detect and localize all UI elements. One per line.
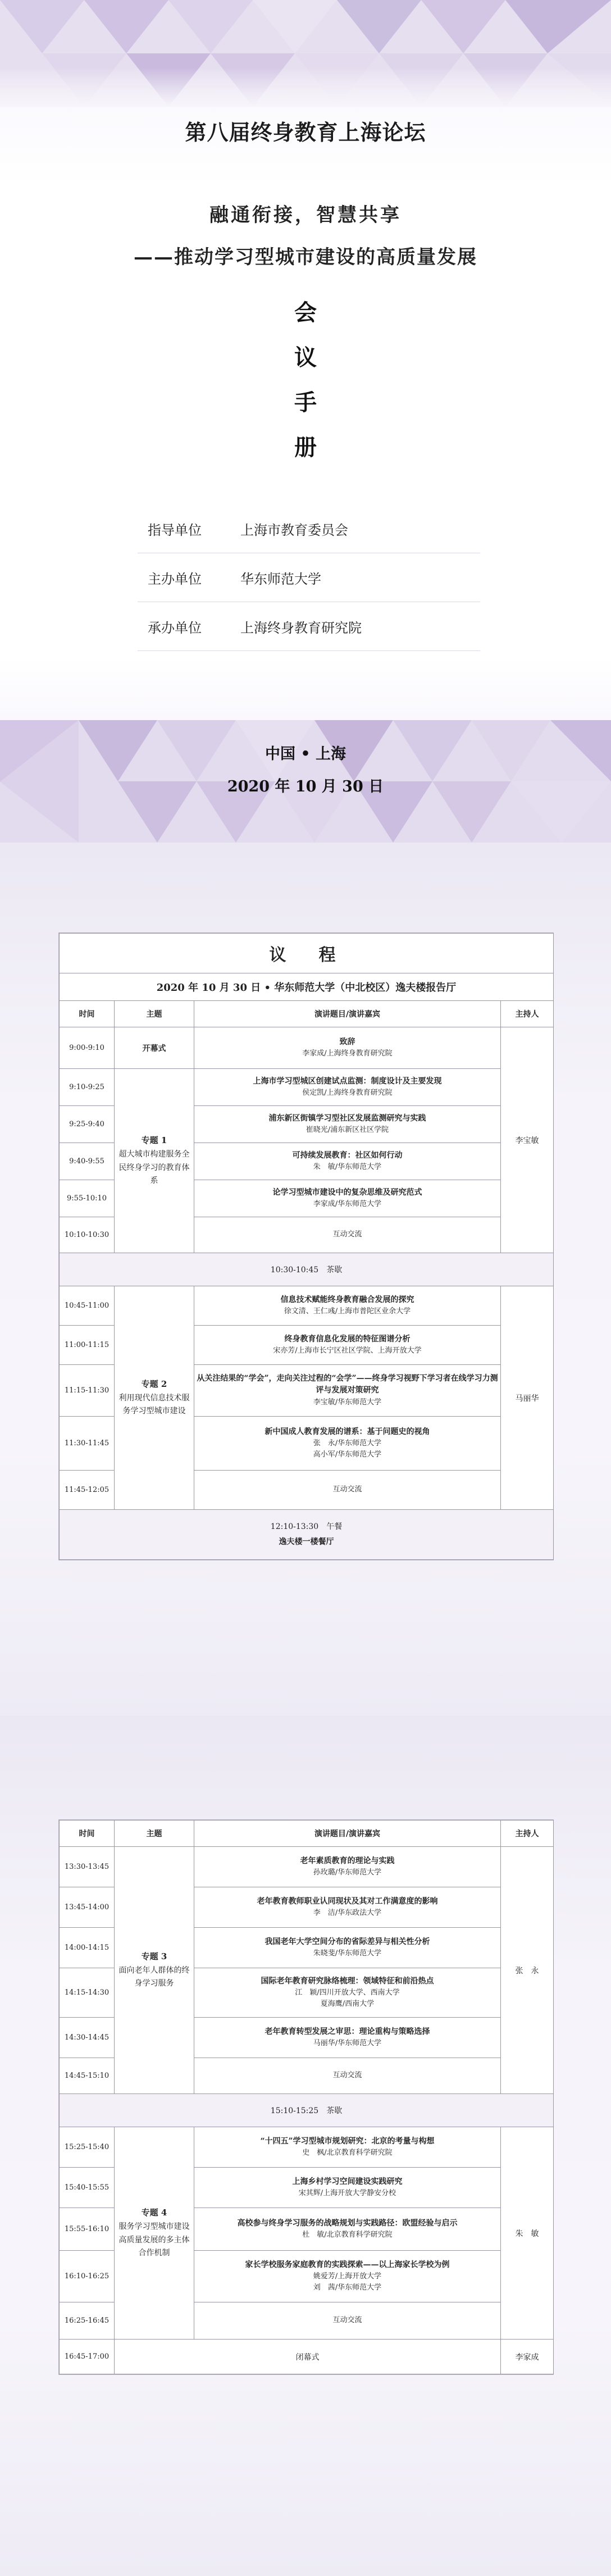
time-cell: 14:15-14:30 <box>60 1968 115 2018</box>
topic-cell: 开幕式 <box>115 1027 194 1069</box>
handbook-char-3: 手 <box>294 389 317 416</box>
time-cell: 16:45-17:00 <box>60 2340 115 2374</box>
talk-title: 浦东新区街镇学习型社区发展监测研究与实践 <box>268 1113 426 1123</box>
handbook-char-1: 会 <box>294 299 317 326</box>
event-place: 中国 • 上海 <box>265 745 346 763</box>
talk-title: 上海市学习型城区创建试点监测：制度设计及主要发现 <box>253 1076 442 1086</box>
talk-cell <box>194 1069 501 1106</box>
time-cell: 9:40-9:55 <box>60 1143 115 1180</box>
talk-cell <box>194 2208 501 2251</box>
time-cell: 9:55-10:10 <box>60 1180 115 1217</box>
talk-title: 终身教育信息化发展的特征图谱分析 <box>284 1334 411 1344</box>
host-cell: 朱 敏 <box>501 2127 554 2340</box>
table-header-row <box>60 1821 554 1847</box>
cover-page <box>0 0 611 843</box>
talk-title: 家长学校服务家庭教育的实践探索——以上海家长学校为例 <box>245 2260 450 2269</box>
talk-cell <box>194 1217 501 1253</box>
topic-desc: 利用现代信息技术服务学习型城市建设 <box>118 1393 190 1416</box>
time-cell: 10:10-10:30 <box>60 1217 115 1253</box>
talk-speaker: 马丽华/华东师范大学 <box>313 2039 382 2048</box>
talk-title: 互动交流 <box>332 2071 362 2080</box>
talk-cell <box>194 1106 501 1143</box>
header-host: 主持人 <box>501 1821 554 1847</box>
talk-speaker: 孙玫璐/华东师范大学 <box>313 1868 382 1877</box>
time-cell: 13:30-13:45 <box>60 1847 115 1887</box>
talk-title: 互动交流 <box>332 1230 362 1239</box>
talk-speaker: 侯定凯/上海终身教育研究院 <box>302 1089 393 1098</box>
time-cell: 15:55-16:10 <box>60 2208 115 2251</box>
time-cell: 9:10-9:25 <box>60 1069 115 1106</box>
talk-cell <box>194 1180 501 1217</box>
host-cell: 马丽华 <box>501 1286 554 1510</box>
time-cell: 11:00-11:15 <box>60 1326 115 1365</box>
talk-speaker: 宋亦芳/上海市长宁区社区学院、上海开放大学 <box>273 1346 422 1355</box>
agenda-table-morning <box>59 933 554 1560</box>
time-cell: 16:25-16:45 <box>60 2302 115 2340</box>
talk-speaker: 宋其辉/上海开放大学静安分校 <box>298 2189 396 2198</box>
header-talk: 演讲题目/演讲嘉宾 <box>194 1001 501 1027</box>
topic-name: 专题 1 <box>141 1135 167 1145</box>
time-cell: 16:10-16:25 <box>60 2251 115 2302</box>
talk-title: 互动交流 <box>332 2316 362 2325</box>
table-row <box>60 1286 554 1326</box>
talk-speaker: 崔晓光/浦东新区社区学院 <box>306 1126 389 1135</box>
talk-cell <box>194 2018 501 2058</box>
topic-desc: 面向老年人群体的终身学习服务 <box>118 1965 190 1988</box>
header-topic: 主题 <box>115 1821 194 1847</box>
forum-title: 第八届终身教育上海论坛 <box>185 120 426 145</box>
host-cell: 李家成 <box>501 2340 554 2374</box>
tea-break: 15:10-15:25 茶歇 <box>60 2094 554 2127</box>
talk-title: 信息技术赋能终身教育融合发展的探究 <box>280 1295 414 1304</box>
talk-speaker: 李家成/上海终身教育研究院 <box>302 1049 393 1058</box>
talk-speaker: 朱 敏/华东师范大学 <box>313 1163 382 1172</box>
topic-cell <box>115 1286 194 1510</box>
tea-break: 10:30-10:45 茶歇 <box>60 1253 554 1286</box>
talk-cell <box>194 2302 501 2340</box>
forum-subtitle: ——推动学习型城市建设的高质量发展 <box>134 246 477 268</box>
organizer-value: 华东师范大学 <box>240 571 321 587</box>
organizer-list <box>138 504 480 651</box>
header-time: 时间 <box>60 1821 115 1847</box>
topic-cell <box>115 2127 194 2340</box>
table-header-row <box>60 1001 554 1027</box>
talk-title: 高校参与终身学习服务的战略规划与实践路径：欧盟经验与启示 <box>237 2218 458 2228</box>
agenda-sheet-1 <box>58 932 554 1560</box>
talk-cell <box>194 1928 501 1968</box>
agenda-sheet-2 <box>58 1819 554 2375</box>
talk-speaker: 江 颖/四川开放大学、西南大学 <box>295 1988 400 1997</box>
organizer-row-host <box>138 553 480 602</box>
talk-cell <box>194 1968 501 2018</box>
talk-title: 论学习型城市建设中的复杂思维及研究范式 <box>272 1187 422 1197</box>
talk-speaker: 刘 茜/华东师范大学 <box>313 2283 382 2292</box>
talk-cell <box>194 1143 501 1180</box>
closing-cell: 闭幕式 <box>115 2340 501 2374</box>
talk-speaker: 李家成/华东师范大学 <box>313 1200 382 1209</box>
forum-theme: 融通衔接，智慧共享 <box>209 204 402 226</box>
time-cell: 11:45-12:05 <box>60 1471 115 1510</box>
talk-title: 我国老年大学空间分布的省际差异与相关性分析 <box>265 1937 430 1946</box>
talk-title: 国际老年教育研究脉络梳理：领域特征和前沿热点 <box>261 1976 434 1986</box>
topic-cell <box>115 1847 194 2094</box>
talk-cell <box>194 1417 501 1471</box>
table-row <box>60 1069 554 1106</box>
talk-speaker: 李 洁/华东政法大学 <box>313 1909 382 1918</box>
talk-speaker: 史 枫/北京教育科学研究院 <box>302 2149 393 2158</box>
talk-speaker: 李宝敏/华东师范大学 <box>313 1398 382 1407</box>
time-cell: 10:45-11:00 <box>60 1286 115 1326</box>
agenda-title: 议 程 <box>60 934 554 973</box>
table-row <box>60 1027 554 1069</box>
organizer-value: 上海市教育委员会 <box>240 522 348 538</box>
talk-speaker: 朱晓斐/华东师范大学 <box>313 1949 382 1958</box>
talk-title: 老年教育教师职业认同现状及其对工作满意度的影响 <box>257 1896 438 1906</box>
organizer-value: 上海终身教育研究院 <box>240 620 362 636</box>
time-cell: 15:25-15:40 <box>60 2127 115 2168</box>
talk-cell <box>194 1365 501 1417</box>
organizer-row-guide <box>138 504 480 553</box>
header-host: 主持人 <box>501 1001 554 1027</box>
talk-speaker: 夏海鹰/西南大学 <box>320 2000 375 2009</box>
handbook-char-2: 议 <box>294 344 317 371</box>
header-topic: 主题 <box>115 1001 194 1027</box>
header-time: 时间 <box>60 1001 115 1027</box>
agenda-page-1 <box>0 843 611 1715</box>
talk-title: 老年教育转型发展之审思：理论重构与策略选择 <box>265 2027 430 2036</box>
talk-speaker: 徐文清、王仁彧/上海市普陀区业余大学 <box>284 1307 411 1316</box>
lunch-time: 12:10-13:30 午餐 <box>270 1522 343 1532</box>
talk-cell <box>194 2168 501 2208</box>
time-cell: 13:45-14:00 <box>60 1887 115 1928</box>
talk-title: 互动交流 <box>332 1485 362 1494</box>
talk-title: 上海乡村学习空间建设实践研究 <box>292 2177 403 2186</box>
topic-desc: 服务学习型城市建设高质量发展的多主体合作机制 <box>118 2222 190 2258</box>
time-cell: 14:30-14:45 <box>60 2018 115 2058</box>
lunch-place: 逸夫楼一楼餐厅 <box>279 1537 334 1546</box>
talk-cell <box>194 1027 501 1069</box>
talk-speaker: 张 永/华东师范大学 <box>313 1439 382 1448</box>
talk-title: 新中国成人教育发展的谱系：基于问题史的视角 <box>265 1427 430 1436</box>
header-talk: 演讲题目/演讲嘉宾 <box>194 1821 501 1847</box>
lunch-break <box>60 1510 554 1560</box>
talk-title: 老年素质教育的理论与实践 <box>300 1856 395 1865</box>
topic-name: 专题 4 <box>141 2207 167 2218</box>
talk-cell <box>194 1847 501 1887</box>
talk-cell <box>194 1326 501 1365</box>
decorative-triangle-pattern-top <box>0 0 611 107</box>
host-cell: 张 永 <box>501 1847 554 2094</box>
table-row <box>60 2340 554 2374</box>
agenda-venue: 2020 年 10 月 30 日 • 华东师范大学（中北校区）逸夫楼报告厅 <box>60 973 554 1001</box>
event-date: 2020 年 10 月 30 日 <box>227 778 384 795</box>
agenda-page-2 <box>0 1715 611 2576</box>
talk-speaker: 杜 敏/北京教育科学研究院 <box>302 2231 393 2240</box>
organizer-row-undertake <box>138 602 480 651</box>
talk-cell <box>194 2127 501 2168</box>
topic-desc: 超大城市构建服务全民终身学习的教育体系 <box>118 1149 190 1186</box>
topic-name: 专题 2 <box>141 1378 167 1389</box>
topic-name: 专题 3 <box>141 1951 167 1961</box>
talk-cell <box>194 1887 501 1928</box>
talk-title: “十四五”学习型城市规划研究：北京的考量与构想 <box>260 2136 435 2146</box>
time-cell: 9:25-9:40 <box>60 1106 115 1143</box>
time-cell: 15:40-15:55 <box>60 2168 115 2208</box>
time-cell: 11:15-11:30 <box>60 1365 115 1417</box>
time-cell: 9:00-9:10 <box>60 1027 115 1069</box>
topic-cell <box>115 1069 194 1253</box>
talk-title: 致辞 <box>339 1037 355 1046</box>
handbook-char-4: 册 <box>294 434 317 461</box>
talk-cell <box>194 2058 501 2094</box>
talk-cell <box>194 1471 501 1510</box>
talk-cell <box>194 2251 501 2302</box>
time-cell: 14:45-15:10 <box>60 2058 115 2094</box>
agenda-table-afternoon <box>59 1820 554 2374</box>
organizer-label: 承办单位 <box>148 620 202 636</box>
talk-title: 从关注结果的“学会”，走向关注过程的“会学”——终身学习视野下学习者在线学习力测评与发展对策研究 <box>197 1373 498 1395</box>
table-row <box>60 1847 554 1887</box>
time-cell: 14:00-14:15 <box>60 1928 115 1968</box>
talk-cell <box>194 1286 501 1326</box>
table-row <box>60 2127 554 2168</box>
host-cell: 李宝敏 <box>501 1027 554 1253</box>
organizer-label: 指导单位 <box>148 522 202 538</box>
organizer-label: 主办单位 <box>148 571 202 587</box>
talk-speaker: 姚爱芳/上海开放大学 <box>313 2272 382 2281</box>
talk-speaker: 高小军/华东师范大学 <box>313 1450 382 1459</box>
talk-title: 可持续发展教育：社区如何行动 <box>292 1150 403 1160</box>
time-cell: 11:30-11:45 <box>60 1417 115 1471</box>
